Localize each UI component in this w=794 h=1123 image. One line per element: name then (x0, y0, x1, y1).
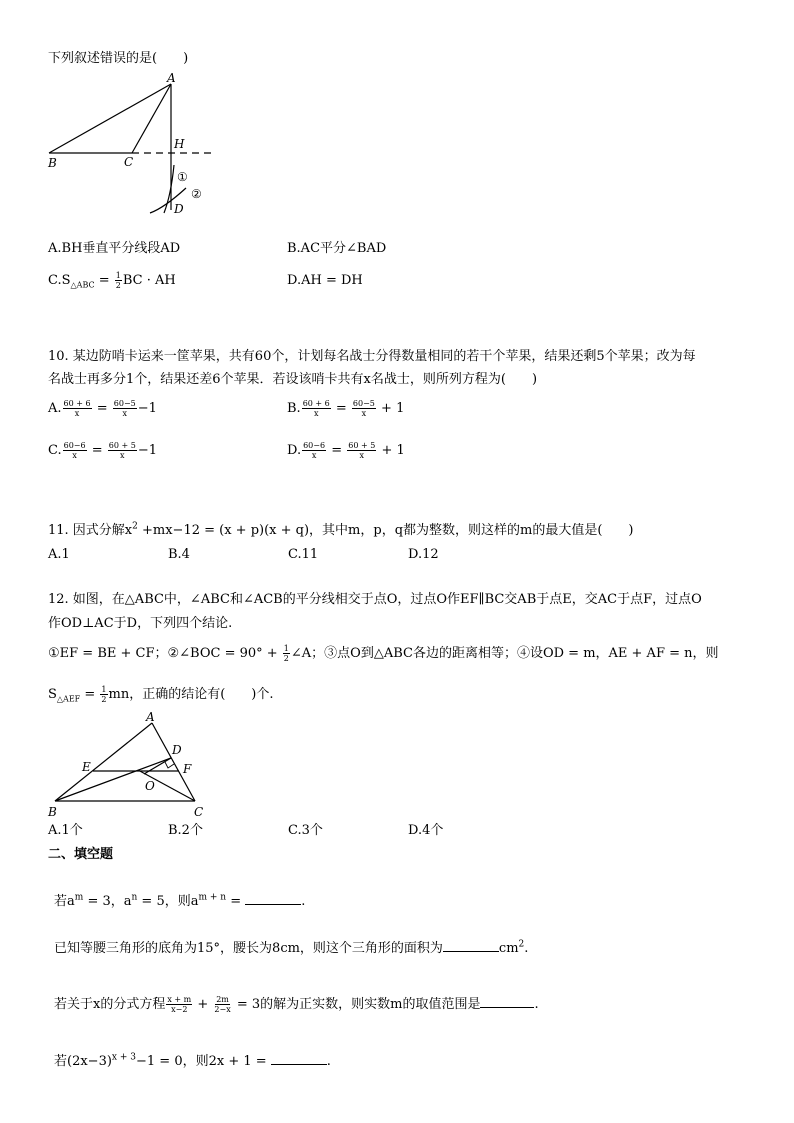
q12-line2: 作OD⊥AC于D，下列四个结论. (48, 616, 233, 631)
label-a: A (146, 710, 155, 724)
label-c: C (194, 805, 204, 819)
answer-blank-3[interactable] (480, 1007, 534, 1008)
label-d: D (174, 202, 184, 216)
q9-option-c: $C.S_{\triangle ABC}$ = $\frac{1}{2}$ BC · AH (48, 271, 176, 290)
q12-option-b: B.2个 (168, 823, 203, 838)
q11-stem: 11. 因式分解$x^2 +mx-12 = (x + p)(x + q)$，其中m，p，q都为整数，则这样的m的最大值是( ) (48, 521, 634, 538)
label-a: A (167, 71, 176, 85)
q11-option-a: A.1 (48, 547, 70, 562)
label-h: H (174, 137, 185, 151)
label-o: O (145, 779, 155, 793)
label-d: D (172, 743, 182, 757)
q9-option-b: B.AC平分∠BAD (287, 241, 387, 256)
fill-blank-4: 若$(2x-3)^{x + 3}-1 = 0$，则2x + 1 = . (54, 1052, 331, 1069)
q10-line1: 10. 某边防哨卡运来一筐苹果，共有60个，计划每名战士分得数量相同的若干个苹果，结果还剩5个苹果；改为每 (48, 349, 696, 364)
label-f: F (183, 762, 192, 776)
label-b: B (48, 805, 57, 819)
label-c: C (124, 155, 134, 169)
section-title: 二、填空题 (48, 847, 114, 862)
q11-option-b: B.4 (168, 547, 190, 562)
arc-2-label: ② (191, 187, 202, 201)
q9-stem: 下列叙述错误的是( ) (48, 51, 189, 66)
q12-figure (40, 710, 220, 825)
q10-option-d: D. $\frac{60-6}{x}$ = $\frac{60 + 5}{x}$ + 1 (287, 441, 405, 460)
q12-line4: $S_{\triangle AEF}$ = $\frac{1}{2}$ mn，正确的结论有( )个. (48, 685, 274, 704)
fill-blank-3: 若关于x的分式方程 $\frac{x + m}{x-2}$ + $\frac{2m}{2-x}$ = 3的解为正实数，则实数m的取值范围是 . (54, 995, 539, 1014)
label-e: E (82, 760, 91, 774)
q11-option-d: D.12 (408, 547, 439, 562)
fill-blank-1: 若$a^m = 3$，$a^n = 5$，则$a^{m + n}$ = . (54, 892, 306, 909)
right-angle-mark (165, 762, 174, 768)
q12-line1: 12. 如图，在△ABC中，∠ABC和∠ACB的平分线相交于点O，过点O作EF∥BC交AB于点E，交AC于点F，过点O (48, 592, 702, 607)
arc-1-label: ① (177, 170, 188, 184)
q10-option-c: C. $\frac{60-6}{x}$ = $\frac{60 + 5}{x}$ −1 (48, 441, 158, 460)
q12-option-c: C.3个 (288, 823, 323, 838)
fill-blank-2: 已知等腰三角形的底角为15°，腰长为8cm，则这个三角形的面积为 $cm^2$. (54, 939, 529, 956)
q12-line3: ①EF = BE + CF；②∠BOC = 90° + $\frac{1}{2}$ ∠A；③点O到△ABC各边的距离相等；④设OD = m，AE + AF = n，则 (48, 644, 719, 663)
q10-line2: 名战士再多分1个，结果还差6个苹果．若设该哨卡共有x名战士，则所列方程为( ) (48, 372, 538, 387)
q9-figure (40, 70, 220, 220)
q10-option-a: A. $\frac{60 + 6}{x}$ = $\frac{60-5}{x}$ −1 (48, 399, 157, 418)
segment-ab (55, 723, 152, 801)
q12-option-a: A.1个 (48, 823, 83, 838)
answer-blank-4[interactable] (271, 1064, 327, 1065)
q11-option-c: C.11 (288, 547, 319, 562)
label-b: B (48, 156, 57, 170)
segment-ab (49, 84, 171, 153)
answer-blank-1[interactable] (245, 904, 301, 905)
q12-option-d: D.4个 (408, 823, 444, 838)
q9-option-a: A.BH垂直平分线段AD (48, 241, 181, 256)
arc-1 (164, 165, 174, 213)
q9-option-d: D.AH = DH (287, 273, 363, 288)
answer-blank-2[interactable] (443, 951, 499, 952)
q10-option-b: B. $\frac{60 + 6}{x}$ = $\frac{60-5}{x}$ + 1 (287, 399, 405, 418)
